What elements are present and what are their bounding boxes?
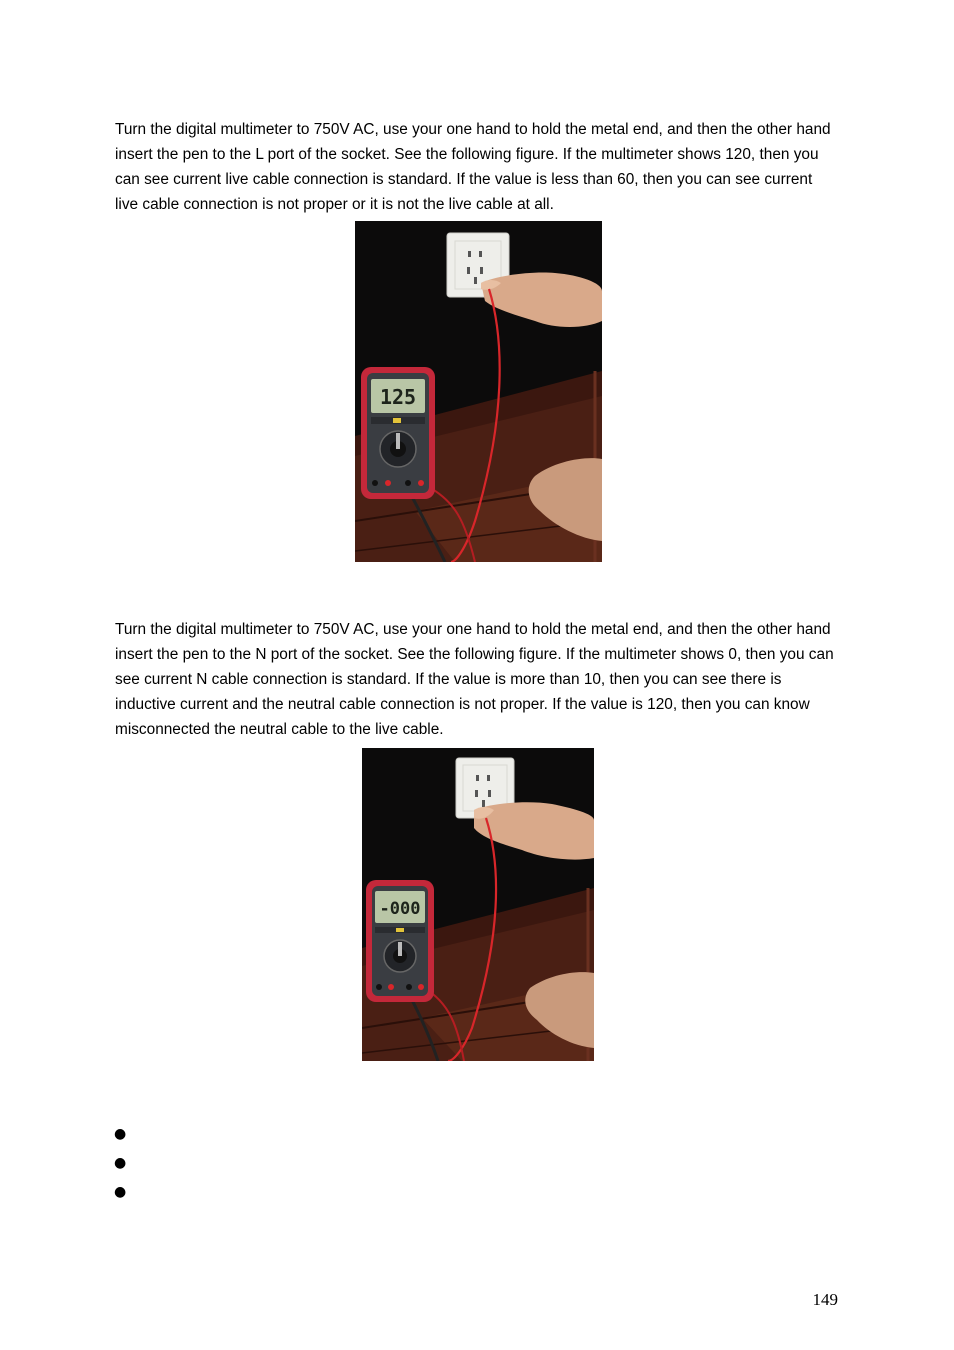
list-item (114, 1151, 126, 1180)
multimeter-neutral-test-image (362, 748, 594, 1061)
multimeter-live-test-image (355, 221, 602, 562)
figure-live-cable-test-photo (355, 221, 602, 562)
bullet-glyph: ● (114, 1155, 127, 1171)
list-item (114, 1180, 126, 1209)
bullet-glyph: ● (114, 1184, 127, 1200)
lcd-reading: 125 (379, 385, 417, 409)
bullet-list (114, 1122, 126, 1209)
list-item (114, 1122, 126, 1151)
page-number: 149 (812, 1290, 838, 1309)
bullet-glyph: ● (114, 1126, 127, 1142)
paragraph-live-cable-test: Turn the digital multimeter to 750V AC, use your one hand to hold the metal end, and then the other hand insert the pen to the L port of the socket. See the following figure. If the multimeter shows 120, then you can see current live cable connection is standard. If the value is less than 60, then you can see current live cable connection is not proper or it is not the live cable at all. (115, 121, 831, 213)
paragraph-neutral-cable-test: Turn the digital multimeter to 750V AC, use your one hand to hold the metal end, and then the other hand insert the pen to the N port of the socket. See the following figure. If the multimeter shows 0, then you can see current N cable connection is standard. If the value is more than 10, then you can see there is inductive current and the neutral cable connection is not proper. If the value is 120, then you can know misconnected the neutral cable to the live cable. (115, 621, 834, 738)
figure-neutral-cable-test-photo (362, 748, 594, 1061)
lcd-reading: -000 (379, 899, 421, 919)
